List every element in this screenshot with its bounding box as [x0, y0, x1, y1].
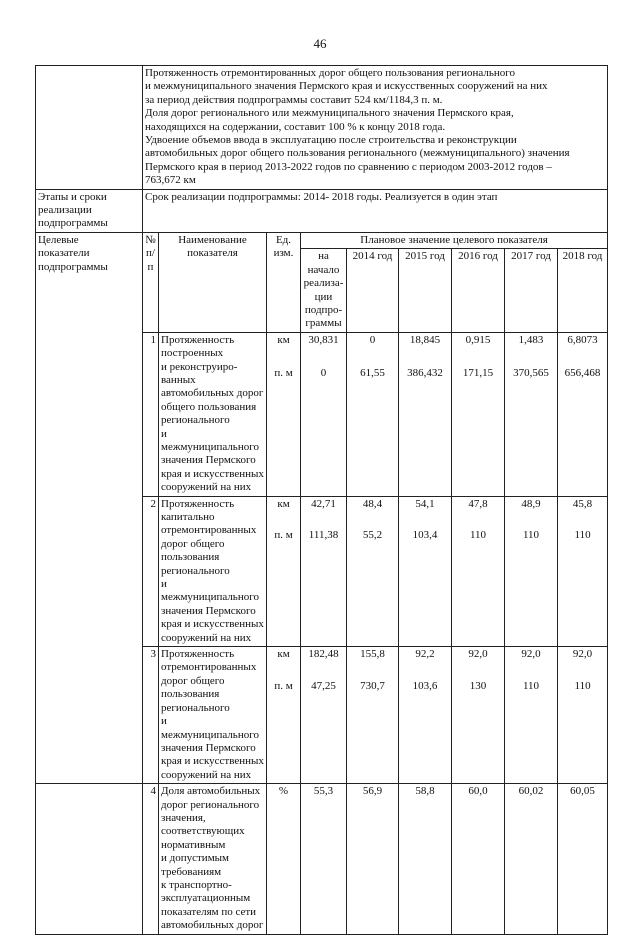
intro-line: и межмуниципального значения Пермского края и искусственных сооружений на них [145, 80, 548, 93]
row-number: 1 [143, 332, 159, 496]
value-cell: 18,845 [399, 332, 452, 365]
value-cell: 92,0 [558, 647, 608, 680]
indicator-name-line: автомобильных дорог [161, 387, 264, 400]
col-number-line: № [145, 233, 156, 246]
value-cell: 48,9 [505, 496, 558, 528]
value-cell: 92,2 [399, 647, 452, 680]
indicator-name-line: края и искусственных [161, 755, 264, 768]
stages-label-line: подпрограммы [38, 217, 108, 230]
indicator-name-line: Протяженность [161, 497, 235, 510]
value-cell: 111,38 [301, 528, 347, 647]
stages-label-line: реализации [38, 204, 92, 217]
col-start-line: ции [314, 290, 333, 303]
value-cell: 58,8 [399, 784, 452, 934]
indicator-name-line: пользования [161, 551, 220, 564]
col-name-line: показателя [187, 247, 238, 260]
indicator-name-line: Протяженность [161, 648, 235, 661]
indicator-name [159, 647, 267, 784]
indicator-name-line: регионального [161, 414, 230, 427]
value-cell: 47,25 [301, 679, 347, 784]
indicator-name-line: показателям по сети [161, 905, 257, 918]
indicator-name-line: Протяженность [161, 333, 235, 346]
indicator-name-line: дорог общего [161, 674, 225, 687]
value-cell: 110 [505, 528, 558, 647]
indicator-name [159, 496, 267, 646]
intro-line: Доля дорог регионального или межмуниципального значения Пермского края, [145, 107, 514, 120]
col-start-line: граммы [305, 317, 342, 330]
value-cell: 92,0 [505, 647, 558, 680]
indicator-name-line: значения Пермского [161, 604, 256, 617]
value-cell: 0 [347, 332, 399, 365]
row-number: 3 [143, 647, 159, 784]
unit-cell: км [267, 496, 301, 528]
row-number: 4 [143, 784, 159, 934]
value-cell: 60,02 [505, 784, 558, 934]
intro-line: Удвоение объемов ввода в эксплуатацию после строительства и реконструкции [145, 134, 517, 147]
value-cell: 130 [452, 679, 505, 784]
stages-label [36, 189, 143, 232]
intro-row [36, 66, 608, 190]
indicator-name-line: автомобильных дорог [161, 919, 264, 932]
value-cell: 110 [505, 679, 558, 784]
indicator-name-line: и межмуниципального [161, 578, 259, 604]
value-cell: 110 [558, 679, 608, 784]
col-unit-header [267, 232, 301, 332]
indicator-name-line: и межмуниципального [161, 715, 259, 741]
indicator-name-line: построенных [161, 347, 224, 360]
unit-cell: п. м [267, 366, 301, 497]
unit-cell: % [267, 784, 301, 934]
value-cell: 1,483 [505, 332, 558, 365]
value-cell: 0 [301, 366, 347, 497]
col-year-header: 2017 год [505, 249, 558, 332]
row-number: 2 [143, 496, 159, 646]
indicator-name-line: края и искусственных [161, 618, 264, 631]
indicator-name-line: и межмуниципального [161, 427, 259, 453]
indicator-name-line: общего пользования [161, 400, 257, 413]
value-cell: 6,8073 [558, 332, 608, 365]
value-cell: 155,8 [347, 647, 399, 680]
col-unit-line: Ед. [275, 233, 292, 246]
targets-label [36, 232, 143, 783]
indicator-name [159, 332, 267, 496]
indicator-name-line: требованиям [161, 865, 222, 878]
intro-text-cell [143, 66, 608, 190]
intro-line: находящихся на содержании, составит 100 % к концу 2018 года. [145, 120, 446, 133]
value-cell: 42,71 [301, 496, 347, 528]
targets-label-line: подпрограммы [38, 260, 108, 273]
indicator-name-line: нормативным [161, 838, 226, 851]
page-number: 46 [313, 36, 327, 51]
indicator-name-line: значения, [161, 811, 206, 824]
intro-line: за период действия подпрограммы составит 524 км/1184,3 п. м. [145, 93, 443, 106]
targets-label-continued [36, 784, 143, 934]
value-cell: 0,915 [452, 332, 505, 365]
value-cell: 103,4 [399, 528, 452, 647]
value-cell: 182,48 [301, 647, 347, 680]
value-cell: 60,0 [452, 784, 505, 934]
col-year-header: 2018 год [558, 249, 608, 332]
indicator-name-line: Доля автомобильных [161, 785, 261, 798]
stages-label-line: Этапы и сроки [38, 190, 107, 203]
value-cell: 110 [558, 528, 608, 647]
indicator-name-line: пользования [161, 688, 220, 701]
col-start-line: на начало [307, 250, 340, 276]
value-cell: 656,468 [558, 366, 608, 497]
value-cell: 48,4 [347, 496, 399, 528]
value-cell: 370,565 [505, 366, 558, 497]
col-start-header [301, 249, 347, 332]
indicator-name-line: края и искусственных [161, 467, 264, 480]
stages-text: Срок реализации подпрограммы: 2014- 2018 годы. Реализуется в один этап [143, 189, 608, 232]
col-start-line: подпро- [304, 303, 343, 316]
targets-label-line: показатели [38, 247, 90, 260]
targets-header-row [36, 232, 608, 248]
col-year-header: 2015 год [399, 249, 452, 332]
indicator-name-line: сооружений на них [161, 481, 252, 494]
value-cell: 103,6 [399, 679, 452, 784]
indicator-name-line: и реконструиро- [161, 360, 238, 373]
intro-line: Протяженность отремонтированных дорог общего пользования регионального [145, 67, 516, 79]
indicator-name-line: эксплуатационным [161, 892, 251, 905]
indicator-name-line: капитально [161, 511, 215, 523]
intro-line: автомобильных дорог общего пользования регионального (межмуниципального) значения [145, 147, 570, 160]
value-cell: 54,1 [399, 496, 452, 528]
col-year-header: 2014 год [347, 249, 399, 332]
unit-cell: км [267, 647, 301, 680]
table-row [36, 784, 608, 934]
targets-label-line: Целевые [38, 233, 79, 246]
indicator-name-line: регионального [161, 701, 230, 714]
col-start-line: реализа- [303, 277, 344, 290]
col-number-header [143, 232, 159, 332]
indicator-name-line: значения Пермского [161, 454, 256, 467]
intro-line: Пермского края в период 2013-2022 годов по сравнению с периодом 2003-2012 годов – [145, 160, 552, 173]
value-cell: 47,8 [452, 496, 505, 528]
subprogram-passport-table [35, 65, 608, 935]
value-cell: 171,15 [452, 366, 505, 497]
value-cell: 60,05 [558, 784, 608, 934]
intro-line: 763,672 км [145, 174, 196, 187]
unit-cell: п. м [267, 679, 301, 784]
value-cell: 45,8 [558, 496, 608, 528]
col-name-header [159, 232, 267, 332]
col-year-header: 2016 год [452, 249, 505, 332]
unit-cell: п. м [267, 528, 301, 647]
indicator-name-line: ванных [161, 373, 196, 386]
intro-left-cell [36, 66, 143, 190]
value-cell: 110 [452, 528, 505, 647]
col-number-line: п/п [146, 247, 155, 273]
indicator-name-line: и допустимым [161, 852, 230, 865]
indicator-name-line: отремонтированных [161, 661, 257, 674]
unit-cell: км [267, 332, 301, 365]
value-cell: 61,55 [347, 366, 399, 497]
value-cell: 92,0 [452, 647, 505, 680]
value-cell: 30,831 [301, 332, 347, 365]
indicator-name-line: соответствующих [161, 825, 245, 838]
indicator-name-line: сооружений на них [161, 768, 252, 781]
indicator-name-line: сооружений на них [161, 631, 252, 644]
value-cell: 55,2 [347, 528, 399, 647]
value-cell: 55,3 [301, 784, 347, 934]
value-cell: 730,7 [347, 679, 399, 784]
indicator-name-line: значения Пермского [161, 741, 256, 754]
value-cell: 386,432 [399, 366, 452, 497]
stages-row [36, 189, 608, 232]
indicator-name-line: отремонтированных [161, 524, 257, 537]
indicator-name-line: регионального [161, 564, 230, 577]
indicator-name-line: дорог регионального [161, 798, 260, 811]
col-name-line: Наименование [178, 233, 247, 246]
col-plan-header: Плановое значение целевого показателя [301, 232, 608, 248]
indicator-name-line: к транспортно- [161, 878, 232, 891]
col-unit-line: изм. [273, 247, 294, 260]
indicator-name-line: дорог общего [161, 537, 225, 550]
value-cell: 56,9 [347, 784, 399, 934]
indicator-name [159, 784, 267, 934]
